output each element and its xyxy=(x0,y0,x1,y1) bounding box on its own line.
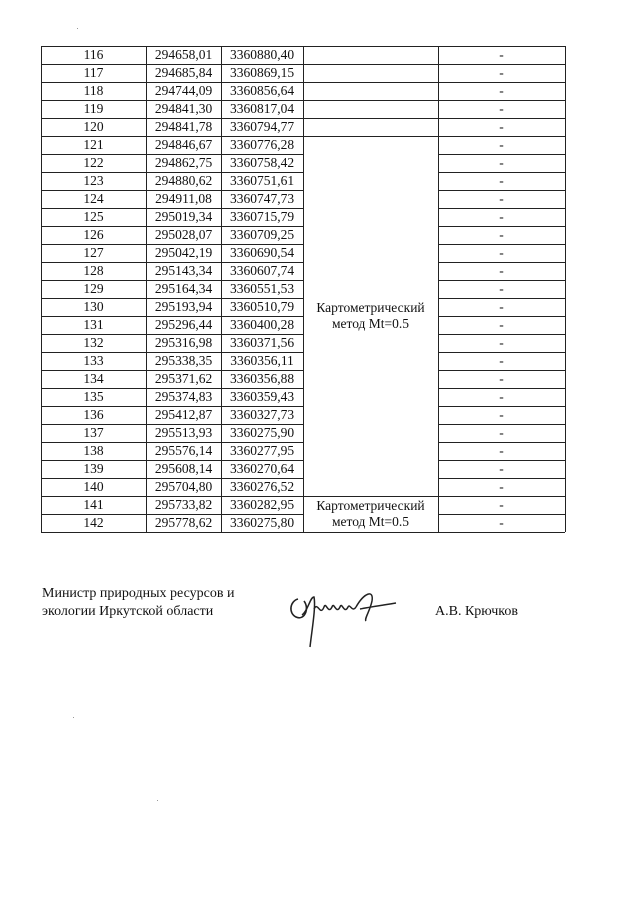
coordinate-y: 3360510,79 xyxy=(229,299,295,314)
row-number: 141 xyxy=(83,497,104,512)
signatory-name: А.В. Крючков xyxy=(435,604,518,619)
note-cell: - xyxy=(499,47,504,62)
row-number: 131 xyxy=(83,317,104,332)
row-number: 120 xyxy=(83,119,104,134)
row-number: 124 xyxy=(83,191,104,206)
coordinate-x: 295576,14 xyxy=(154,443,213,458)
coordinate-x: 294880,62 xyxy=(154,173,213,188)
note-cell: - xyxy=(499,209,504,224)
row-number: 130 xyxy=(83,299,104,314)
row-number: 116 xyxy=(83,47,104,62)
row-number: 142 xyxy=(83,515,104,530)
row-number: 117 xyxy=(83,65,104,80)
note-cell: - xyxy=(499,371,504,386)
coordinate-x: 295296,44 xyxy=(154,317,213,332)
coordinate-x: 295412,87 xyxy=(154,407,213,422)
coordinate-x: 295733,82 xyxy=(154,497,213,512)
note-cell: - xyxy=(499,83,504,98)
row-number: 133 xyxy=(83,353,104,368)
method-line-1: Картометрический xyxy=(316,300,425,315)
row-number: 128 xyxy=(83,263,104,278)
note-cell: - xyxy=(499,191,504,206)
row-number: 132 xyxy=(83,335,104,350)
coordinate-x: 295143,34 xyxy=(154,263,213,278)
coordinate-y: 3360715,79 xyxy=(229,209,295,224)
coordinate-y: 3360607,74 xyxy=(229,263,295,278)
minister-title-line-2: экологии Иркутской области xyxy=(42,604,214,619)
note-cell: - xyxy=(499,119,504,134)
coordinate-y: 3360371,56 xyxy=(229,335,295,350)
note-cell: - xyxy=(499,515,504,530)
method-line-2: метод Mt=0.5 xyxy=(331,316,410,331)
row-number: 122 xyxy=(83,155,104,170)
coordinate-x: 294846,67 xyxy=(154,137,213,152)
coordinate-y: 3360758,42 xyxy=(229,155,295,170)
table-row-border xyxy=(41,532,565,533)
table-column-border xyxy=(565,46,566,532)
coordinate-x: 295316,98 xyxy=(154,335,213,350)
note-cell: - xyxy=(499,227,504,242)
row-number: 137 xyxy=(83,425,104,440)
note-cell: - xyxy=(499,101,504,116)
coordinate-x: 294841,78 xyxy=(154,119,213,134)
coordinate-y: 3360747,73 xyxy=(229,191,295,206)
coordinate-x: 295042,19 xyxy=(154,245,213,260)
row-number: 135 xyxy=(83,389,104,404)
coordinate-x: 294658,01 xyxy=(154,47,213,62)
coordinate-x: 295019,34 xyxy=(154,209,213,224)
coordinate-x: 294685,84 xyxy=(154,65,213,80)
coordinate-x: 294911,08 xyxy=(155,191,212,206)
coordinate-y: 3360356,11 xyxy=(230,353,294,368)
coordinate-y: 3360856,64 xyxy=(229,83,295,98)
coordinate-y: 3360880,40 xyxy=(229,47,295,62)
note-cell: - xyxy=(499,407,504,422)
coordinate-x: 295193,94 xyxy=(154,299,213,314)
coordinate-y: 3360690,54 xyxy=(229,245,295,260)
coordinate-x: 294744,09 xyxy=(154,83,213,98)
signature-block xyxy=(42,585,602,655)
coordinate-y: 3360776,28 xyxy=(229,137,295,152)
note-cell: - xyxy=(499,479,504,494)
coordinate-y: 3360275,90 xyxy=(229,425,295,440)
note-cell: - xyxy=(499,497,504,512)
coordinate-x: 295778,62 xyxy=(154,515,213,530)
row-number: 127 xyxy=(83,245,104,260)
coordinate-y: 3360270,64 xyxy=(229,461,295,476)
coordinate-y: 3360277,95 xyxy=(229,443,295,458)
coordinate-x: 295028,07 xyxy=(154,227,213,242)
row-number: 136 xyxy=(83,407,104,422)
note-cell: - xyxy=(499,137,504,152)
coordinates-table xyxy=(41,46,565,532)
note-cell: - xyxy=(499,173,504,188)
note-cell: - xyxy=(499,65,504,80)
coordinate-x: 295608,14 xyxy=(154,461,213,476)
method-line-2: метод Mt=0.5 xyxy=(331,514,410,529)
coordinate-y: 3360356,88 xyxy=(229,371,295,386)
note-cell: - xyxy=(499,335,504,350)
coordinate-x: 295338,35 xyxy=(154,353,213,368)
coordinate-y: 3360869,15 xyxy=(229,65,295,80)
row-number: 118 xyxy=(83,83,104,98)
scan-speck xyxy=(73,717,74,718)
coordinate-x: 295371,62 xyxy=(154,371,213,386)
scan-speck xyxy=(77,28,78,29)
note-cell: - xyxy=(499,155,504,170)
coordinate-x: 294841,30 xyxy=(154,101,213,116)
scan-speck xyxy=(157,800,158,801)
coordinate-x: 294862,75 xyxy=(154,155,213,170)
note-cell: - xyxy=(499,425,504,440)
coordinate-x: 295164,34 xyxy=(154,281,213,296)
note-cell: - xyxy=(499,263,504,278)
coordinate-x: 295704,80 xyxy=(154,479,213,494)
row-number: 139 xyxy=(83,461,104,476)
row-number: 119 xyxy=(83,101,104,116)
coordinate-y: 3360709,25 xyxy=(229,227,295,242)
coordinate-x: 295374,83 xyxy=(154,389,213,404)
method-cell xyxy=(303,136,438,496)
row-number: 129 xyxy=(83,281,104,296)
method-cell xyxy=(303,496,438,532)
row-number: 134 xyxy=(83,371,104,386)
note-cell: - xyxy=(499,245,504,260)
coordinate-y: 3360275,80 xyxy=(229,515,295,530)
row-number: 126 xyxy=(83,227,104,242)
row-number: 121 xyxy=(83,137,104,152)
coordinate-y: 3360794,77 xyxy=(229,119,295,134)
coordinate-y: 3360751,61 xyxy=(229,173,295,188)
row-number: 140 xyxy=(83,479,104,494)
row-number: 138 xyxy=(83,443,104,458)
coordinate-y: 3360359,43 xyxy=(229,389,295,404)
coordinate-y: 3360551,53 xyxy=(229,281,295,296)
note-cell: - xyxy=(499,317,504,332)
coordinate-y: 3360276,52 xyxy=(229,479,295,494)
minister-title-line-1: Министр природных ресурсов и xyxy=(42,586,235,601)
coordinate-y: 3360282,95 xyxy=(229,497,295,512)
note-cell: - xyxy=(499,443,504,458)
note-cell: - xyxy=(499,281,504,296)
coordinate-y: 3360817,04 xyxy=(229,101,295,116)
coordinate-y: 3360400,28 xyxy=(229,317,295,332)
note-cell: - xyxy=(499,353,504,368)
row-number: 123 xyxy=(83,173,104,188)
note-cell: - xyxy=(499,299,504,314)
coordinate-y: 3360327,73 xyxy=(229,407,295,422)
note-cell: - xyxy=(499,389,504,404)
handwritten-signature xyxy=(284,583,404,663)
method-line-1: Картометрический xyxy=(316,498,425,513)
minister-title xyxy=(42,585,282,621)
coordinate-x: 295513,93 xyxy=(154,425,213,440)
row-number: 125 xyxy=(83,209,104,224)
note-cell: - xyxy=(499,461,504,476)
